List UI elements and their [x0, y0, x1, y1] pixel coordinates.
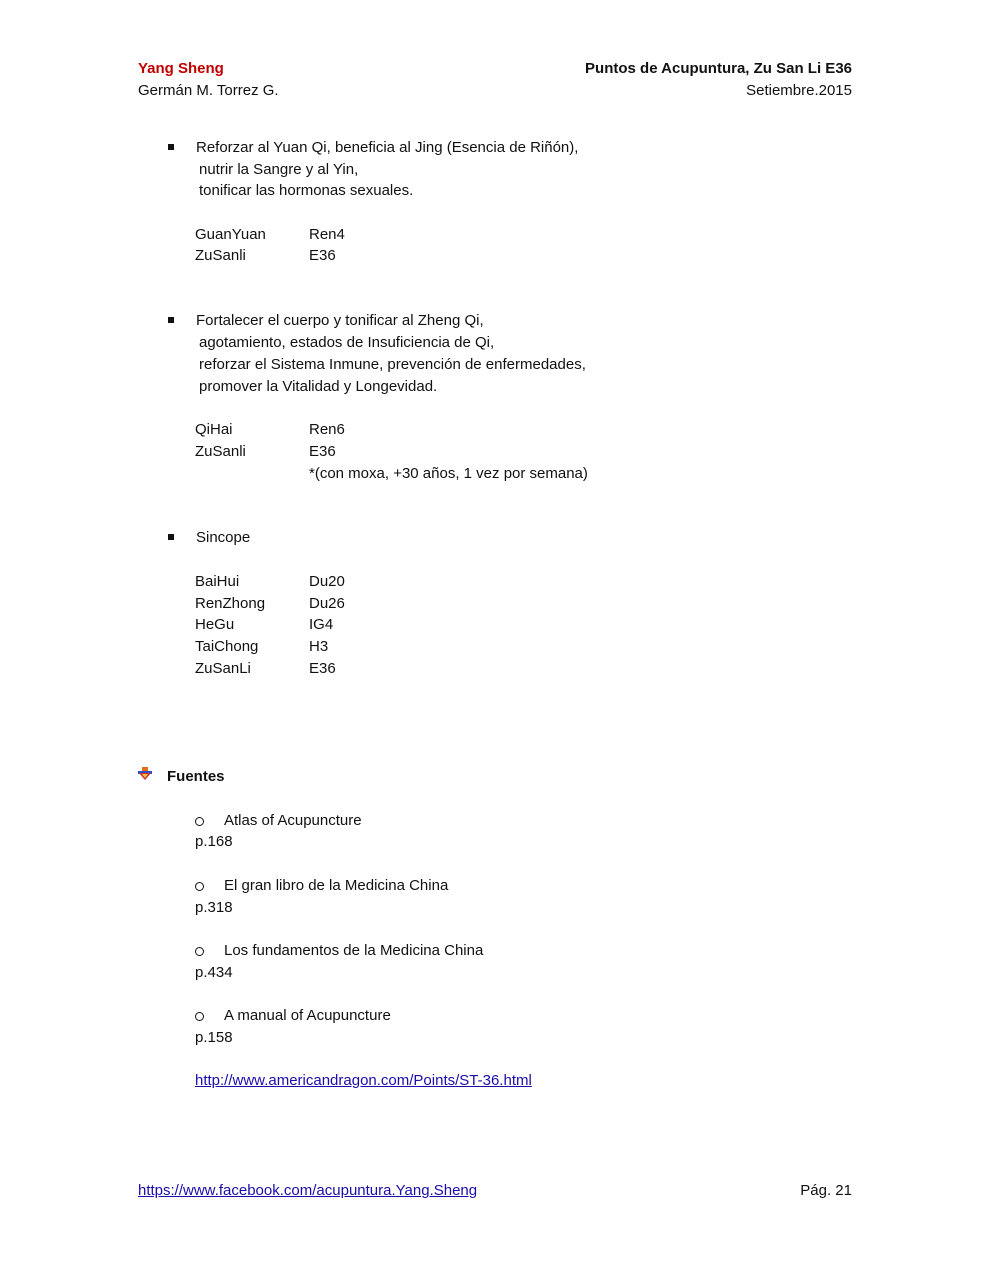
point-code: IG4	[309, 616, 334, 633]
section-2-line: agotamiento, estados de Insuficiencia de Qi,	[199, 334, 495, 351]
point-code: E36	[309, 443, 336, 460]
point-code: Ren4	[309, 226, 345, 243]
source-link[interactable]: http://www.americandragon.com/Points/ST-36.html	[195, 1072, 532, 1089]
point-code: Du26	[309, 595, 345, 612]
arrow-down-icon	[138, 767, 152, 781]
point-code: Ren6	[309, 421, 345, 438]
circle-bullet-icon	[195, 1012, 204, 1021]
page-number: Pág. 21	[800, 1182, 852, 1199]
header-author: Germán M. Torrez G.	[138, 82, 279, 99]
point-code: E36	[309, 660, 336, 677]
source-page: p.158	[195, 1029, 233, 1046]
source-title: Los fundamentos de la Medicina China	[224, 942, 484, 959]
footer-link[interactable]: https://www.facebook.com/acupuntura.Yang.Sheng	[138, 1182, 478, 1199]
sources-heading: Fuentes	[167, 768, 225, 785]
section-1-line: Reforzar al Yuan Qi, beneficia al Jing (Esencia de Riñón),	[196, 139, 579, 156]
point-name: ZuSanli	[195, 247, 246, 264]
section-2-line: promover la Vitalidad y Longevidad.	[199, 378, 438, 395]
source-page: p.318	[195, 899, 233, 916]
point-code: Du20	[309, 573, 345, 590]
point-name: RenZhong	[195, 595, 266, 612]
point-code: E36	[309, 247, 336, 264]
point-name: GuanYuan	[195, 226, 266, 243]
source-title: A manual of Acupuncture	[224, 1007, 391, 1024]
source-page: p.168	[195, 833, 233, 850]
source-title: Atlas of Acupuncture	[224, 812, 362, 829]
circle-bullet-icon	[195, 882, 204, 891]
circle-bullet-icon	[195, 947, 204, 956]
point-code: H3	[309, 638, 329, 655]
section-2-line: Fortalecer el cuerpo y tonificar al Zheng Qi,	[196, 312, 484, 329]
point-name: QiHai	[195, 421, 233, 438]
section-3-line: Sincope	[196, 529, 251, 546]
point-name: TaiChong	[195, 638, 259, 655]
header-date: Setiembre.2015	[746, 82, 852, 99]
section-1-line: tonificar las hormonas sexuales.	[199, 182, 414, 199]
section-1-line: nutrir la Sangre y al Yin,	[199, 161, 359, 178]
header-title: Puntos de Acupuntura, Zu San Li E36	[585, 60, 852, 77]
header-brand: Yang Sheng	[138, 60, 224, 77]
section-2-line: reforzar el Sistema Inmune, prevención de enfermedades,	[199, 356, 586, 373]
point-name: BaiHui	[195, 573, 240, 590]
point-name: ZuSanLi	[195, 660, 251, 677]
bullet-icon	[168, 534, 174, 540]
bullet-icon	[168, 317, 174, 323]
bullet-icon	[168, 144, 174, 150]
point-name: ZuSanli	[195, 443, 246, 460]
source-title: El gran libro de la Medicina China	[224, 877, 449, 894]
circle-bullet-icon	[195, 817, 204, 826]
section-2-note: *(con moxa, +30 años, 1 vez por semana)	[309, 465, 588, 482]
source-page: p.434	[195, 964, 233, 981]
point-name: HeGu	[195, 616, 235, 633]
